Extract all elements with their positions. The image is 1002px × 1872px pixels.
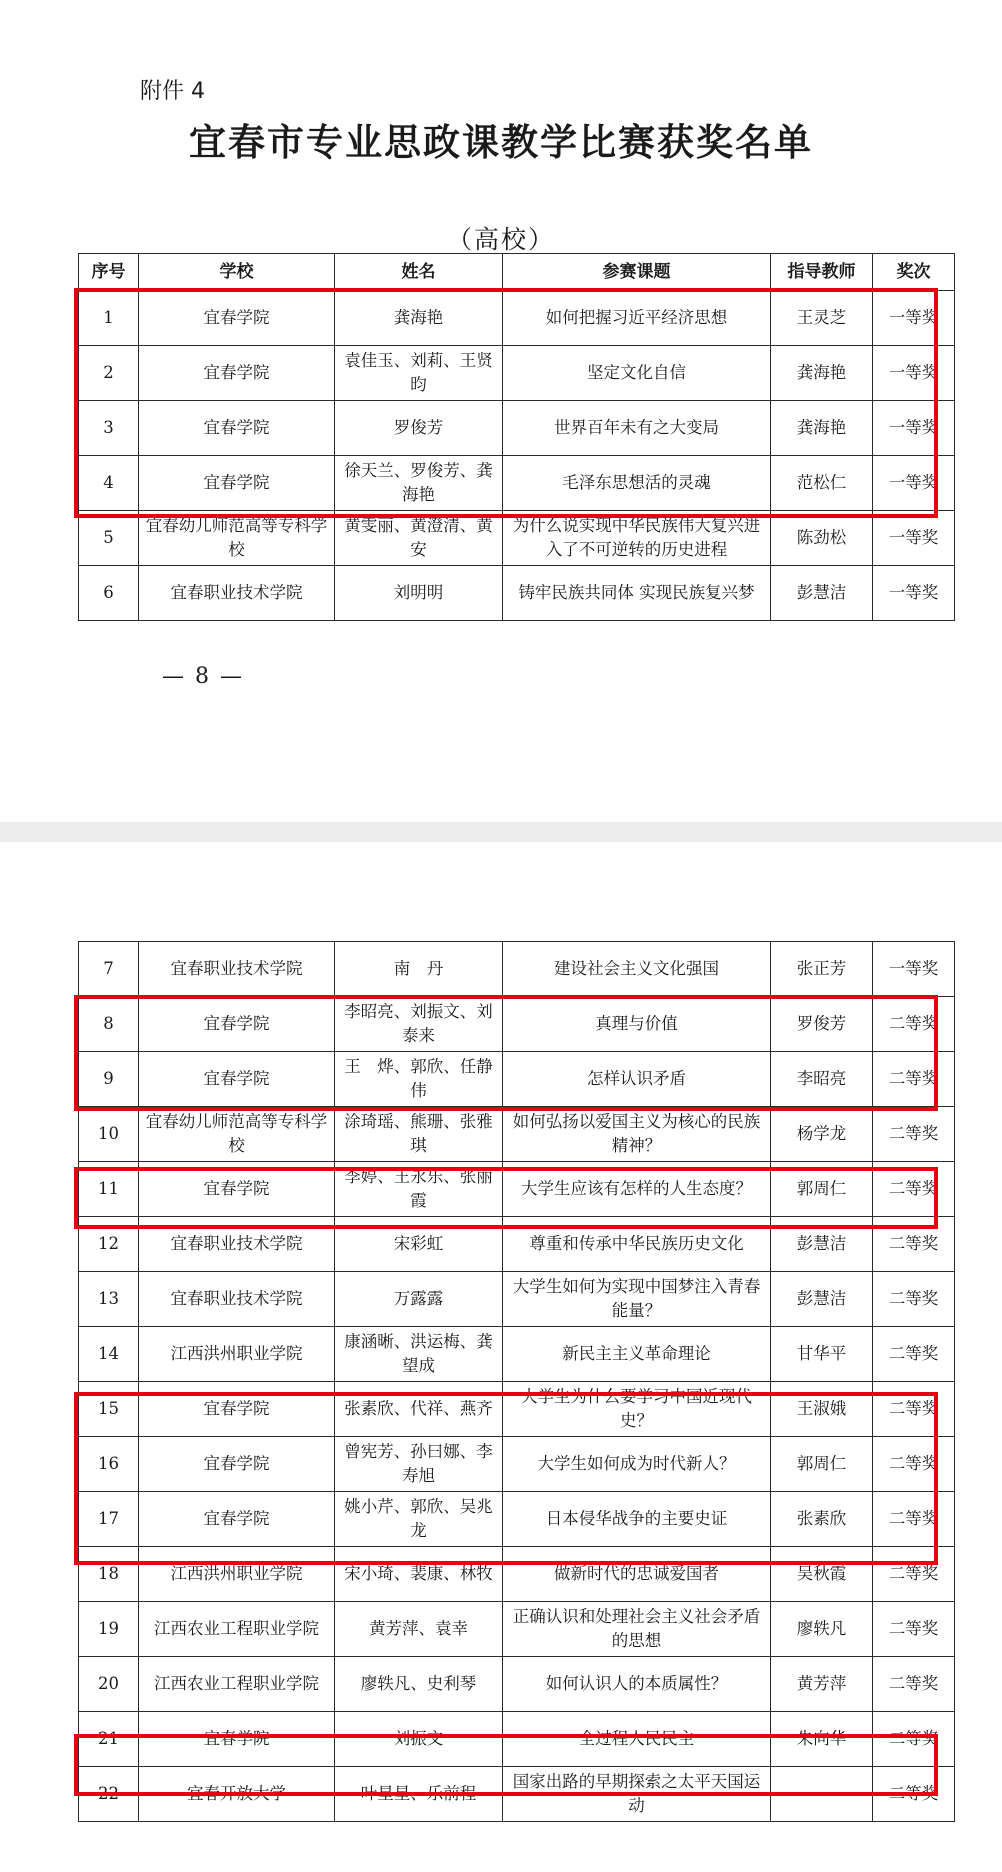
row-names: 涂琦瑶、熊珊、张雅琪	[335, 1107, 503, 1162]
row-school: 宜春学院	[139, 346, 335, 401]
row-topic: 毛泽东思想活的灵魂	[503, 456, 771, 511]
row-award: 二等奖	[873, 1107, 955, 1162]
row-no: 4	[79, 456, 139, 511]
section-subtitle: （高校）	[446, 225, 555, 254]
row-school: 宜春职业技术学院	[139, 1217, 335, 1272]
row-award: 一等奖	[873, 291, 955, 346]
row-award: 一等奖	[873, 942, 955, 997]
row-topic: 国家出路的早期探索之太平天国运动	[503, 1767, 771, 1822]
row-topic: 尊重和传承中华民族历史文化	[503, 1217, 771, 1272]
row-no: 7	[79, 942, 139, 997]
row-topic: 怎样认识矛盾	[503, 1052, 771, 1107]
row-teacher: 朱向华	[771, 1712, 873, 1767]
row-teacher: 张素欣	[771, 1492, 873, 1547]
row-names: 廖轶凡、史利琴	[335, 1657, 503, 1712]
row-award: 二等奖	[873, 997, 955, 1052]
row-topic: 铸牢民族共同体 实现民族复兴梦	[503, 566, 771, 621]
row-topic: 如何把握习近平经济思想	[503, 291, 771, 346]
row-award: 一等奖	[873, 346, 955, 401]
row-school: 宜春学院	[139, 401, 335, 456]
row-school: 宜春学院	[139, 997, 335, 1052]
row-teacher: 范松仁	[771, 456, 873, 511]
row-no: 1	[79, 291, 139, 346]
row-teacher: 陈劲松	[771, 511, 873, 566]
row-award: 二等奖	[873, 1657, 955, 1712]
row-teacher: 王灵芝	[771, 291, 873, 346]
row-teacher: 廖轶凡	[771, 1602, 873, 1657]
row-topic: 真理与价值	[503, 997, 771, 1052]
row-topic: 做新时代的忠诚爱国者	[503, 1547, 771, 1602]
row-no: 5	[79, 511, 139, 566]
header-teacher: 指导教师	[771, 254, 873, 291]
highlight-box	[74, 1734, 938, 1796]
header-topic: 参赛课题	[503, 254, 771, 291]
row-teacher: 罗俊芳	[771, 997, 873, 1052]
row-teacher: 彭慧洁	[771, 566, 873, 621]
row-names: 康涵晰、洪运梅、龚望成	[335, 1327, 503, 1382]
row-topic: 如何弘扬以爱国主义为核心的民族精神？	[503, 1107, 771, 1162]
attachment-label: 附件 4	[140, 79, 205, 104]
row-names: 黄雯丽、黄澄清、黄安	[335, 511, 503, 566]
row-topic: 正确认识和处理社会主义社会矛盾的思想	[503, 1602, 771, 1657]
row-no: 6	[79, 566, 139, 621]
table-row	[79, 511, 955, 566]
row-topic: 大学生为什么要学习中国近现代史？	[503, 1382, 771, 1437]
row-school: 宜春学院	[139, 456, 335, 511]
row-school: 宜春学院	[139, 1492, 335, 1547]
row-school: 宜春学院	[139, 291, 335, 346]
row-names: 刘振文	[335, 1712, 503, 1767]
document-page-1	[0, 0, 1002, 822]
row-award: 一等奖	[873, 456, 955, 511]
row-names: 罗俊芳	[335, 401, 503, 456]
row-school: 宜春职业技术学院	[139, 942, 335, 997]
row-teacher: 黄芳萍	[771, 1657, 873, 1712]
row-school: 江西洪州职业学院	[139, 1327, 335, 1382]
page-title: 宜春市专业思政课教学比赛获奖名单	[189, 120, 813, 164]
page-separator	[0, 822, 1002, 842]
row-school: 宜春学院	[139, 1162, 335, 1217]
table-row	[79, 942, 955, 997]
row-no: 18	[79, 1547, 139, 1602]
row-award: 二等奖	[873, 1162, 955, 1217]
row-award: 二等奖	[873, 1602, 955, 1657]
row-school: 宜春学院	[139, 1052, 335, 1107]
table-row	[79, 1657, 955, 1712]
row-award: 二等奖	[873, 1492, 955, 1547]
row-award: 二等奖	[873, 1052, 955, 1107]
row-topic: 大学生应该有怎样的人生态度？	[503, 1162, 771, 1217]
row-names: 万露露	[335, 1272, 503, 1327]
row-award: 一等奖	[873, 566, 955, 621]
table-row	[79, 1602, 955, 1657]
row-award: 二等奖	[873, 1217, 955, 1272]
row-school: 宜春学院	[139, 1437, 335, 1492]
row-no: 14	[79, 1327, 139, 1382]
row-names: 宋彩虹	[335, 1217, 503, 1272]
row-topic: 大学生如何为实现中国梦注入青春能量？	[503, 1272, 771, 1327]
row-teacher: 龚海艳	[771, 401, 873, 456]
row-award: 二等奖	[873, 1767, 955, 1822]
row-names: 李昭亮、刘振文、刘泰来	[335, 997, 503, 1052]
table-row	[79, 566, 955, 621]
row-names: 李婷、王永乐、张丽霞	[335, 1162, 503, 1217]
row-no: 8	[79, 997, 139, 1052]
row-no: 12	[79, 1217, 139, 1272]
table-row	[79, 1272, 955, 1327]
row-school: 宜春职业技术学院	[139, 1272, 335, 1327]
row-teacher: 李昭亮	[771, 1052, 873, 1107]
row-no: 10	[79, 1107, 139, 1162]
row-no: 2	[79, 346, 139, 401]
header-school: 学校	[139, 254, 335, 291]
table-row	[79, 1107, 955, 1162]
row-school: 江西洪州职业学院	[139, 1547, 335, 1602]
row-teacher: 郭周仁	[771, 1162, 873, 1217]
row-award: 一等奖	[873, 511, 955, 566]
row-teacher: 吴秋霞	[771, 1547, 873, 1602]
row-award: 二等奖	[873, 1327, 955, 1382]
row-names: 姚小芹、郭欣、吴兆龙	[335, 1492, 503, 1547]
row-school: 江西农业工程职业学院	[139, 1602, 335, 1657]
row-topic: 为什么说实现中华民族伟大复兴进入了不可逆转的历史进程	[503, 511, 771, 566]
row-school: 宜春幼儿师范高等专科学校	[139, 1107, 335, 1162]
row-teacher: 甘华平	[771, 1327, 873, 1382]
row-names: 刘明明	[335, 566, 503, 621]
row-no: 16	[79, 1437, 139, 1492]
row-teacher: 郭周仁	[771, 1437, 873, 1492]
row-teacher: 王淑娥	[771, 1382, 873, 1437]
row-topic: 坚定文化自信	[503, 346, 771, 401]
row-no: 15	[79, 1382, 139, 1437]
row-topic: 日本侵华战争的主要史证	[503, 1492, 771, 1547]
row-no: 20	[79, 1657, 139, 1712]
row-names: 袁佳玉、刘莉、王贤昀	[335, 346, 503, 401]
row-topic: 新民主主义革命理论	[503, 1327, 771, 1382]
row-no: 22	[79, 1767, 139, 1822]
header-names: 姓名	[335, 254, 503, 291]
row-topic: 全过程人民民主	[503, 1712, 771, 1767]
row-no: 11	[79, 1162, 139, 1217]
highlight-box	[74, 288, 938, 518]
row-topic: 世界百年未有之大变局	[503, 401, 771, 456]
row-topic: 如何认识人的本质属性？	[503, 1657, 771, 1712]
row-award: 二等奖	[873, 1547, 955, 1602]
row-names: 宋小琦、裴康、林牧	[335, 1547, 503, 1602]
row-topic: 大学生如何成为时代新人？	[503, 1437, 771, 1492]
row-school: 宜春幼儿师范高等专科学校	[139, 511, 335, 566]
row-school: 宜春开放大学	[139, 1767, 335, 1822]
row-award: 一等奖	[873, 401, 955, 456]
row-school: 宜春学院	[139, 1382, 335, 1437]
row-no: 3	[79, 401, 139, 456]
row-teacher: 杨学龙	[771, 1107, 873, 1162]
table-row	[79, 1327, 955, 1382]
row-topic: 建设社会主义文化强国	[503, 942, 771, 997]
header-award: 奖次	[873, 254, 955, 291]
page-number: — 8 —	[162, 664, 244, 689]
header-no: 序号	[79, 254, 139, 291]
row-no: 19	[79, 1602, 139, 1657]
row-award: 二等奖	[873, 1437, 955, 1492]
row-names: 叶星星、乐前程	[335, 1767, 503, 1822]
row-teacher: 龚海艳	[771, 346, 873, 401]
table-header-row	[79, 254, 955, 291]
row-school: 宜春学院	[139, 1712, 335, 1767]
row-award: 二等奖	[873, 1382, 955, 1437]
row-no: 17	[79, 1492, 139, 1547]
row-award: 二等奖	[873, 1712, 955, 1767]
row-names: 曾宪芳、孙曰娜、李寿旭	[335, 1437, 503, 1492]
row-names: 张素欣、代祥、燕齐	[335, 1382, 503, 1437]
highlight-box	[74, 1392, 938, 1565]
row-teacher: 张正芳	[771, 942, 873, 997]
row-no: 21	[79, 1712, 139, 1767]
row-school: 宜春职业技术学院	[139, 566, 335, 621]
row-names: 徐天兰、罗俊芳、龚海艳	[335, 456, 503, 511]
row-teacher: 彭慧洁	[771, 1272, 873, 1327]
row-names: 龚海艳	[335, 291, 503, 346]
row-teacher: 彭慧洁	[771, 1217, 873, 1272]
highlight-box	[74, 1167, 938, 1229]
row-names: 南 丹	[335, 942, 503, 997]
row-award: 二等奖	[873, 1272, 955, 1327]
row-names: 王 烨、郭欣、任静伟	[335, 1052, 503, 1107]
row-school: 江西农业工程职业学院	[139, 1657, 335, 1712]
row-no: 13	[79, 1272, 139, 1327]
highlight-box	[74, 995, 938, 1111]
row-names: 黄芳萍、袁幸	[335, 1602, 503, 1657]
row-no: 9	[79, 1052, 139, 1107]
